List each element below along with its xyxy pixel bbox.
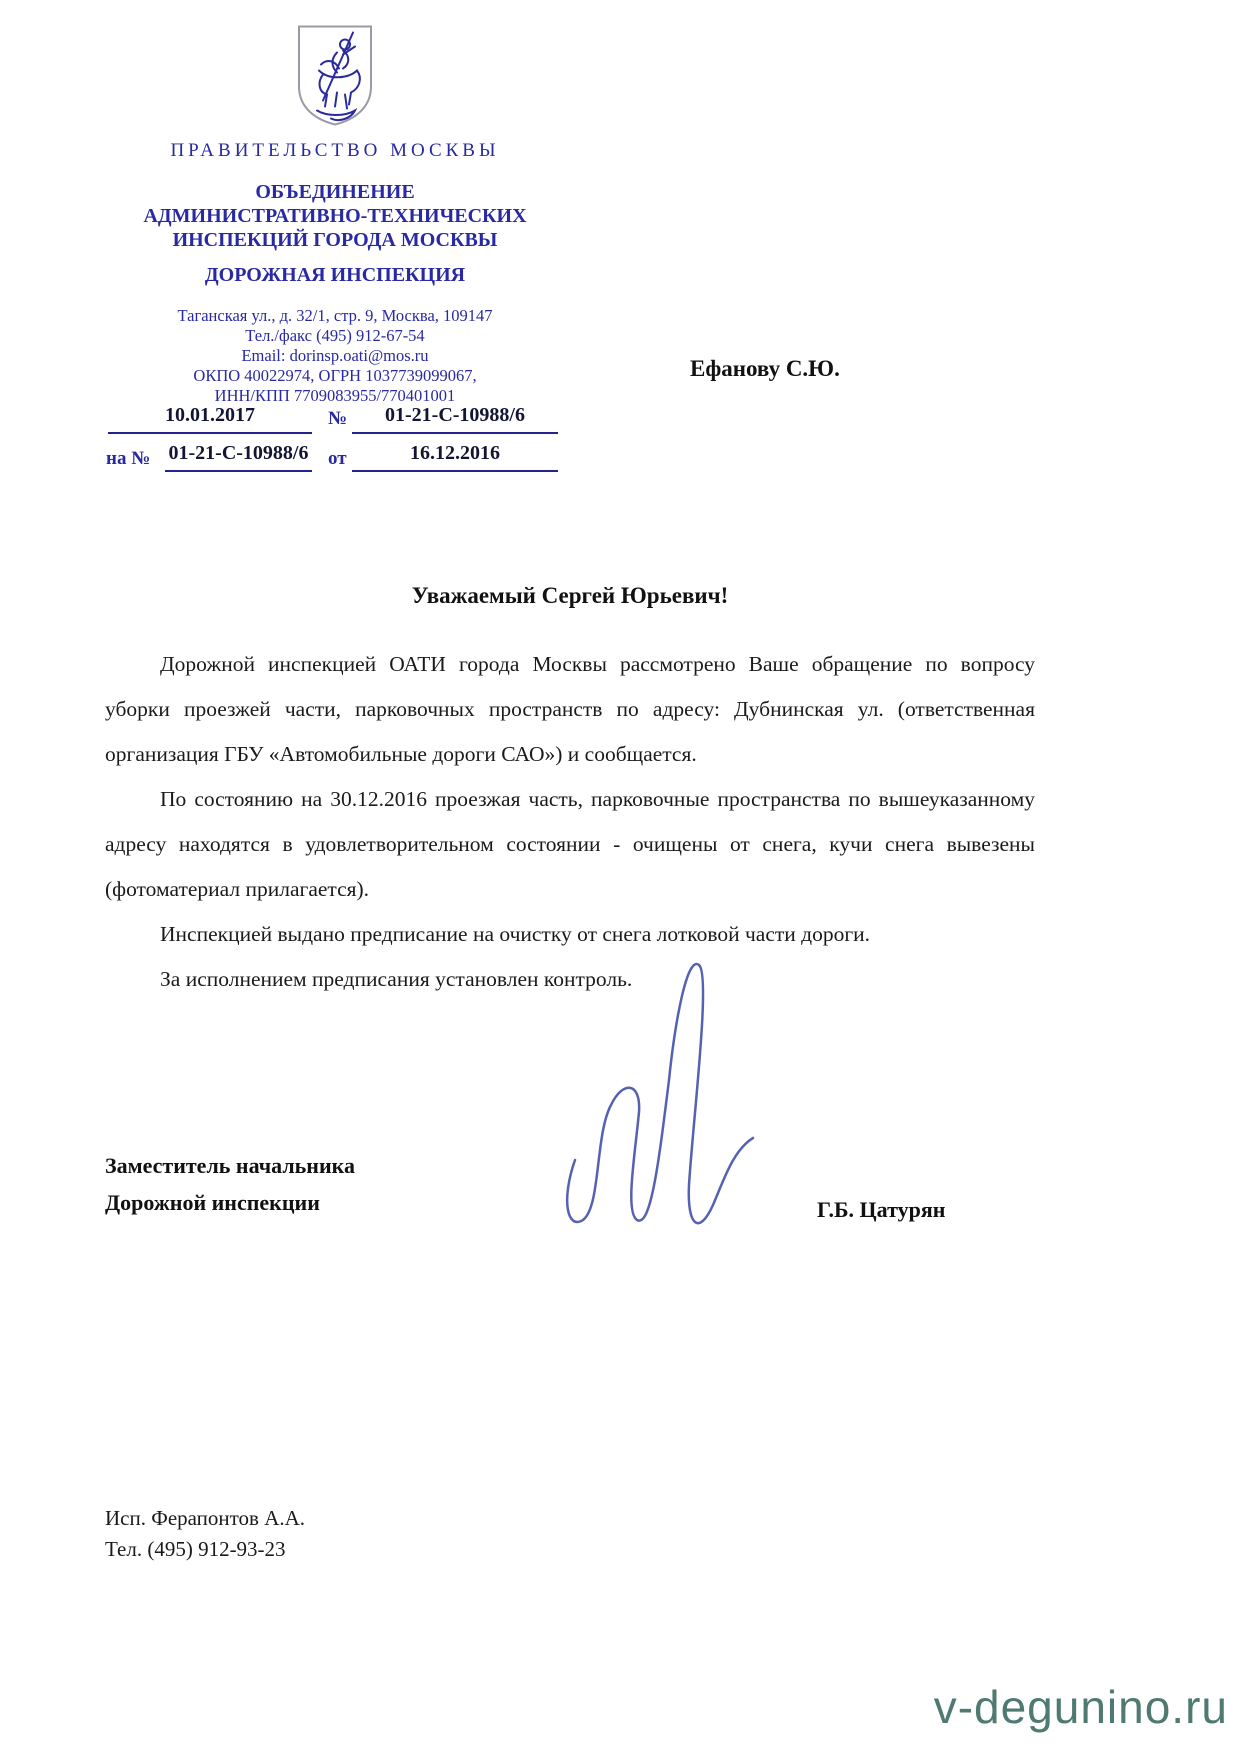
organization-name-line2: АДМИНИСТРАТИВНО-ТЕХНИЧЕСКИХ bbox=[143, 205, 527, 227]
executor-phone: Тел. (495) 912-93-23 bbox=[105, 1537, 286, 1561]
reply-to-date: 16.12.2016 bbox=[352, 442, 558, 472]
outgoing-date: 10.01.2017 bbox=[108, 404, 312, 434]
contact-block bbox=[100, 306, 570, 406]
body-paragraph: Инспекцией выдано предписание на очистку от снега лотковой части дороги. bbox=[160, 922, 871, 946]
body-paragraph: Дорожной инспекцией ОАТИ города Москвы рассмотрено Ваше обращение по вопросу уборки проезжей части, парковочных пространств по адресу: Дубнинская ул. (ответственная организация ГБУ «Автомобильные дороги САО») и сообщается. bbox=[105, 652, 1035, 766]
letterhead bbox=[100, 22, 570, 406]
government-title: ПРАВИТЕЛЬСТВО МОСКВЫ bbox=[170, 140, 500, 161]
signer-title-line1: Заместитель начальника bbox=[105, 1153, 355, 1178]
site-watermark: v-degunino.ru bbox=[933, 1681, 1228, 1733]
organization-name-line1: ОБЪЕДИНЕНИЕ bbox=[255, 181, 415, 203]
postal-address: Таганская ул., д. 32/1, стр. 9, Москва, 109147 bbox=[177, 306, 493, 325]
division-name: ДОРОЖНАЯ ИНСПЕКЦИЯ bbox=[204, 264, 466, 286]
signer-name: Г.Б. Цатурян bbox=[817, 1197, 946, 1222]
executor-block bbox=[105, 1503, 305, 1565]
salutation: Уважаемый Сергей Юрьевич! bbox=[411, 583, 729, 608]
reply-to-label: на № bbox=[106, 448, 151, 469]
moscow-coat-of-arms-icon bbox=[293, 22, 377, 128]
reference-block bbox=[100, 402, 570, 476]
signer-title bbox=[105, 1147, 355, 1221]
phone-fax: Тел./факс (495) 912-67-54 bbox=[245, 326, 425, 345]
organization-name-line3: ИНСПЕКЦИЙ ГОРОДА МОСКВЫ bbox=[172, 229, 498, 251]
reply-to-number: 01-21-С-10988/6 bbox=[165, 442, 312, 472]
from-label: от bbox=[328, 448, 347, 469]
inn-kpp: ИНН/КПП 7709083955/770401001 bbox=[214, 386, 456, 405]
recipient-name: Ефанову С.Ю. bbox=[690, 356, 840, 381]
handwritten-signature-icon bbox=[545, 950, 785, 1270]
email-address: Email: dorinsp.oati@mos.ru bbox=[241, 346, 429, 365]
letter-body bbox=[105, 642, 1035, 1002]
outgoing-number: 01-21-С-10988/6 bbox=[352, 404, 558, 434]
body-paragraph: За исполнением предписания установлен контроль. bbox=[160, 967, 633, 991]
signer-title-line2: Дорожной инспекции bbox=[105, 1190, 320, 1215]
okpo-ogrn: ОКПО 40022974, ОГРН 1037739099067, bbox=[193, 366, 477, 385]
number-label: № bbox=[328, 408, 348, 429]
executor-name: Исп. Ферапонтов А.А. bbox=[105, 1506, 306, 1530]
body-paragraph: По состоянию на 30.12.2016 проезжая часть, парковочные пространства по вышеуказанному адресу находятся в удовлетворительном состоянии - очищены от снега, кучи снега вывезены (фотоматериал прилагается). bbox=[105, 787, 1035, 901]
